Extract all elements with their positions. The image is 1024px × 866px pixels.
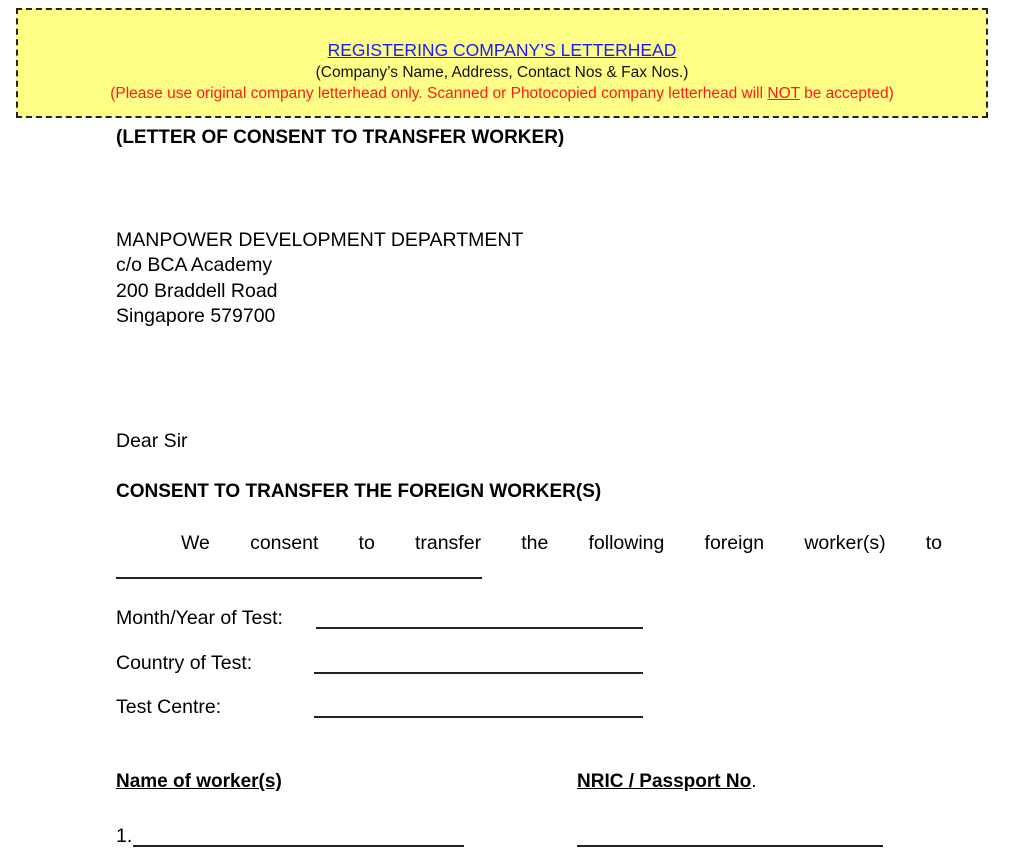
test-centre-blank[interactable] [314, 716, 643, 718]
test-centre-label: Test Centre: [116, 696, 222, 718]
nric-header-period: . [751, 771, 757, 792]
month-year-blank[interactable] [316, 627, 643, 629]
letterhead-placeholder [16, 8, 988, 118]
warning-emphasis: NOT [767, 85, 800, 102]
letterhead-title [18, 40, 986, 61]
consent-sentence [116, 532, 942, 555]
recipient-address [116, 228, 523, 329]
consent-word: following [588, 532, 665, 554]
nric-column-header: NRIC / Passport No [577, 771, 752, 792]
address-line-1: MANPOWER DEVELOPMENT DEPARTMENT [116, 229, 524, 251]
letterhead-subtitle: (Company’s Name, Address, Contact Nos & Fax Nos.) [315, 64, 689, 81]
worker-nric-blank[interactable] [577, 845, 883, 847]
address-line-4: Singapore 579700 [116, 304, 276, 327]
consent-word: to [358, 532, 375, 554]
nric-column-header-wrap [577, 771, 756, 793]
country-blank[interactable] [314, 672, 643, 674]
worker-row-index: 1. [116, 825, 133, 847]
warning-text-end: be accepted) [799, 85, 894, 102]
letterhead-warning [18, 85, 986, 103]
address-line-3: 200 Braddell Road [116, 279, 278, 302]
letterhead-title-link[interactable]: REGISTERING COMPANY’S LETTERHEAD [327, 40, 677, 60]
warning-text: (Please use original company letterhead only. Scanned or Photocopied company letterhead will [110, 85, 768, 102]
consent-word: to [925, 532, 942, 554]
salutation: Dear Sir [116, 430, 188, 452]
consent-word: We [181, 532, 210, 554]
name-column-header: Name of worker(s) [116, 771, 282, 792]
worker-name-blank[interactable] [133, 845, 464, 847]
consent-word: worker(s) [804, 532, 886, 554]
consent-word: the [521, 532, 549, 554]
consent-word: consent [250, 532, 319, 554]
transferee-company-blank[interactable] [116, 577, 482, 579]
address-line-2: c/o BCA Academy [116, 254, 273, 277]
consent-word: transfer [414, 532, 482, 554]
subject-heading: CONSENT TO TRANSFER THE FOREIGN WORKER(S) [116, 481, 602, 502]
country-label: Country of Test: [116, 652, 253, 674]
document-title: (LETTER OF CONSENT TO TRANSFER WORKER) [116, 127, 565, 148]
consent-word: foreign [704, 532, 765, 554]
month-year-label: Month/Year of Test: [116, 607, 283, 629]
